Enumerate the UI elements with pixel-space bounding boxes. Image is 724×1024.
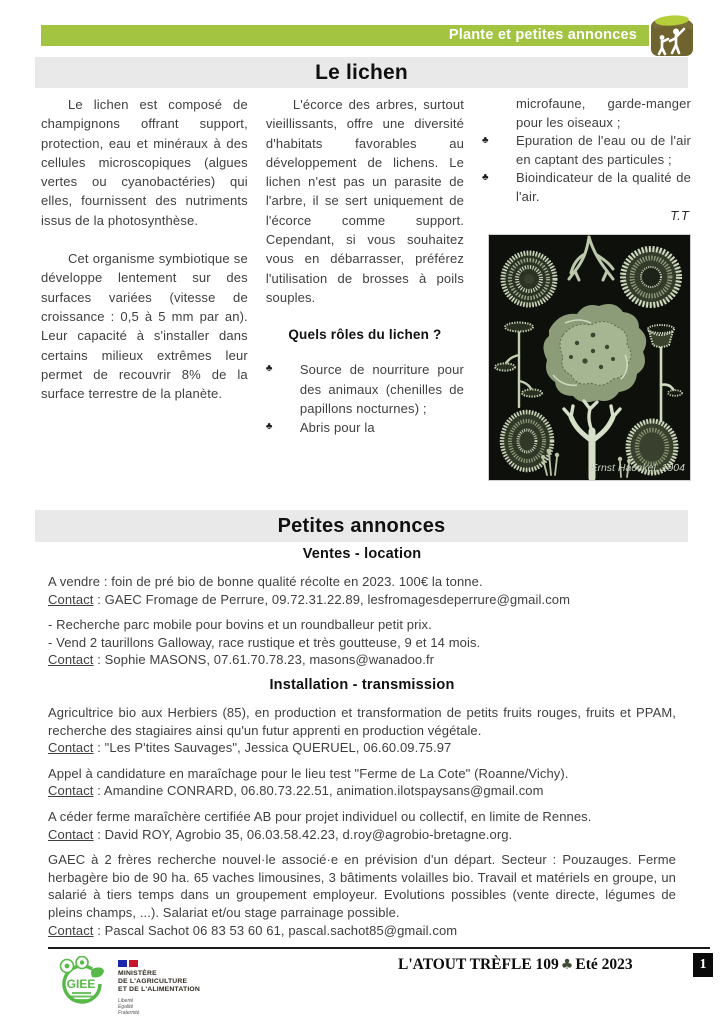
- clover-icon: ♣: [560, 957, 574, 973]
- ministry-line: DE L'AGRICULTURE: [118, 978, 188, 985]
- annonce-contact: [48, 739, 676, 757]
- article-title: Le lichen: [35, 57, 688, 88]
- article-column-3: [482, 95, 691, 481]
- annonce-contact: [48, 782, 676, 800]
- bullet-text: Epuration de l'eau ou de l'air en captant des particules ;: [516, 133, 691, 167]
- annonce-item: [48, 616, 676, 669]
- ministry-line: MINISTÈRE: [118, 970, 157, 977]
- contact-label: Contact: [48, 826, 94, 842]
- club-bullet-icon: ♣: [482, 172, 489, 184]
- page-number-badge: 1: [693, 953, 713, 977]
- annonce-contact: [48, 591, 676, 609]
- journal-name: L'ATOUT TRÈFLE 109: [398, 956, 559, 973]
- article-column-2: [266, 95, 464, 481]
- footer-divider: [48, 947, 710, 949]
- club-bullet-icon: ♣: [265, 363, 273, 375]
- article-column-1: [41, 95, 248, 481]
- bullet-item: [266, 360, 464, 418]
- article-subheading: Quels rôles du lichen ?: [288, 327, 442, 343]
- club-bullet-icon: ♣: [265, 421, 273, 433]
- illustration-caption: Ernst Haeckel, 1904: [590, 462, 685, 475]
- header-banner-label: Plante et petites annonces: [448, 27, 637, 43]
- giee-label: GIEE: [66, 977, 96, 991]
- contact-details: : "Les P'tites Sauvages", Jessica QUERUEL, 06.60.09.75.97: [93, 740, 452, 756]
- annonce-line: A céder ferme maraîchère certifiée AB pour projet individuel ou collectif, en limite de Rennes.: [48, 808, 592, 824]
- contact-details: : Pascal Sachot 06 83 53 60 61, pascal.sachot85@gmail.com: [93, 922, 458, 938]
- annonce-line: Appel à candidature en maraîchage pour le lieu test "Ferme de La Cote" (Roanne/Vichy).: [48, 765, 569, 781]
- annonce-item: [48, 765, 676, 800]
- ministry-line: ET DE L'ALIMENTATION: [118, 986, 201, 993]
- annonce-line: Agricultrice bio aux Herbiers (85), en production et transformation de petits fruits rouges, fruits et PPAM, recherche des stagiaires ainsi qu'un futur apprenti en production végétale.: [48, 704, 676, 738]
- contact-label: Contact: [48, 783, 94, 799]
- annonce-item: [48, 808, 676, 843]
- annonce-line: - Recherche parc mobile pour bovins et un roundballeur petit prix.: [48, 617, 432, 633]
- article-paragraph: Le lichen est composé de champignons offrant support, protection, eau et minéraux à des cellules microscopiques (algues vertes ou cyanobactéries) qui elles, fournissent des nutriments issus de la photosynthèse.: [41, 97, 248, 228]
- author-initials: T.T: [670, 207, 689, 223]
- section-heading-ventes: Ventes - location: [302, 546, 422, 562]
- annonces-body: [48, 546, 676, 947]
- bullet-text: Bioindicateur de la qualité de l'air.: [516, 170, 691, 204]
- article-paragraph: L'écorce des arbres, surtout vieillissants, offre une diversité d'habitats favorables au développement de lichens. Le lichen n'est pas un parasite de l'arbre, il se sert uniquement de l'écorce comme support. Cependant, si vous souhaitez vous en débarrasser, préférez l'utilisation de brosses à poils souples.: [265, 97, 464, 305]
- contact-details: : Amandine CONRARD, 06.80.73.22.51, animation.ilotspaysans@gmail.com: [93, 783, 544, 799]
- annonce-item: [48, 851, 676, 939]
- bullet-item: [482, 132, 691, 169]
- annonce-contact: [48, 651, 676, 669]
- newsletter-logo-icon: [647, 11, 697, 58]
- contact-details: : GAEC Fromage de Perrure, 09.72.31.22.89, lesfromagesdeperrure@gmail.com: [93, 591, 571, 607]
- contact-label: Contact: [48, 591, 94, 607]
- ministry-motto: Liberté Égalité Fraternité: [118, 998, 140, 1016]
- annonce-line: - Vend 2 taurillons Galloway, race rustique et très goutteuse, 9 et 14 mois.: [48, 634, 481, 650]
- club-bullet-icon: ♣: [482, 135, 489, 147]
- annonce-line: A vendre : foin de pré bio de bonne qualité récolte en 2023. 100€ la tonne.: [48, 574, 483, 589]
- annonce-contact: [48, 922, 676, 940]
- journal-footer-title: [398, 956, 638, 974]
- annonce-line: GAEC à 2 frères recherche nouvel·le associé·e en prévision d'un départ. Secteur : Pouzauges. Ferme herbagère bio de 90 ha. 65 vaches limousines, 3 bâtiments volailles bio. Travail et matériels en groupe, un salarié à tiers temps dans un groupement employeur. Evolutions possibles (vente directe, légumes de pleins champs, ...). Salariat et/ou stage parrainage possible.: [48, 852, 676, 920]
- annonce-contact: [48, 826, 676, 844]
- bullet-continuation-text: microfaune, garde-manger pour les oiseaux ;: [516, 96, 691, 130]
- giee-logo-icon: [55, 956, 109, 1012]
- contact-label: Contact: [48, 652, 94, 668]
- french-flag-icon: [118, 960, 268, 967]
- contact-details: : David ROY, Agrobio 35, 06.03.58.42.23, d.roy@agrobio-bretagne.org.: [93, 826, 513, 842]
- journal-season: Eté 2023: [575, 956, 633, 973]
- annonce-item: [48, 704, 676, 757]
- bullet-item: [482, 169, 691, 206]
- ministry-logo: [118, 960, 268, 1016]
- contact-details: : Sophie MASONS, 07.61.70.78.23, masons@wanadoo.fr: [93, 652, 435, 668]
- article-paragraph: Cet organisme symbiotique se développe lentement sur des surfaces variées (vitesse de croissance : 0,5 à 5 mm par an). Leur capacité à s'installer dans certains milieux extrêmes leur permet de recouvrir 8% de la surface terrestre de la planète.: [41, 251, 248, 402]
- contact-label: Contact: [48, 740, 94, 756]
- annonces-title: Petites annonces: [35, 510, 688, 542]
- section-heading-installation: Installation - transmission: [269, 676, 455, 693]
- header-banner: [41, 25, 649, 46]
- article-columns: [41, 95, 691, 481]
- contact-label: Contact: [48, 922, 94, 938]
- bullet-text: Abris pour la: [299, 420, 375, 436]
- annonce-item: [48, 573, 676, 608]
- lichen-illustration: [488, 234, 691, 481]
- bullet-text: Source de nourriture pour des animaux (chenilles de papillons nocturnes) ;: [299, 362, 464, 416]
- bullet-item: [266, 418, 464, 437]
